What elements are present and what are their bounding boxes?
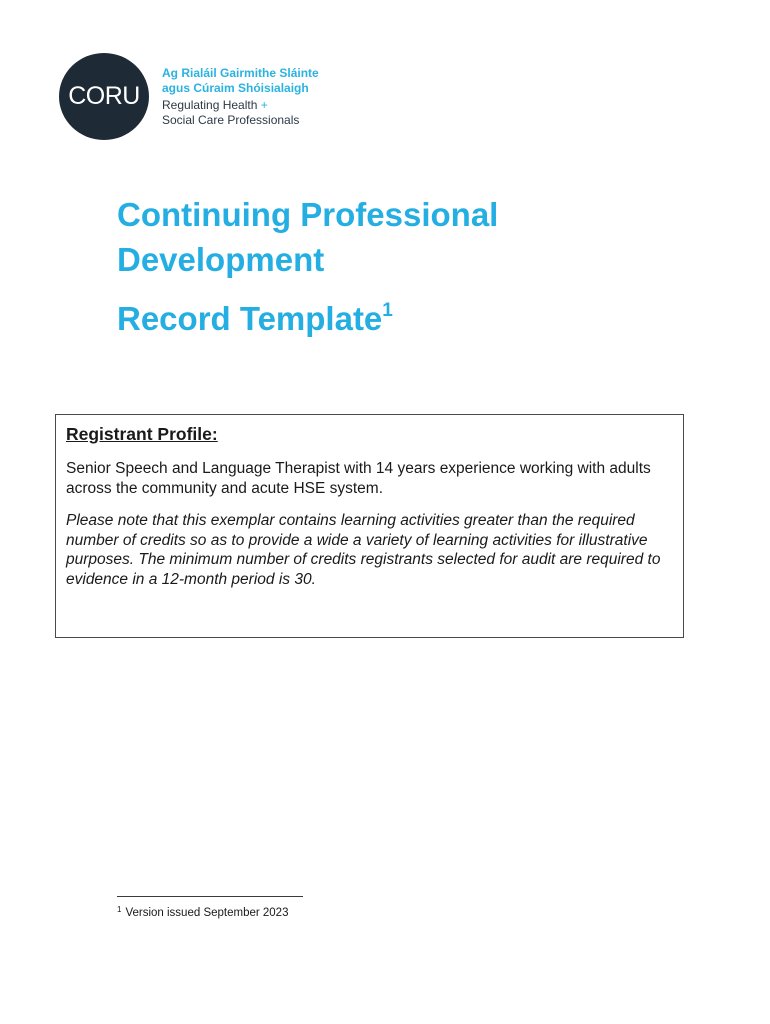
title-line-2: Development	[117, 241, 325, 278]
tagline-irish-line-2: agus Cúraim Shóisialaigh	[162, 81, 309, 95]
logo-tagline	[162, 66, 319, 128]
profile-description: Senior Speech and Language Therapist with 14 years experience working with adults across the community and acute HSE system.	[66, 460, 651, 497]
footnote-text: Version issued September 2023	[125, 907, 289, 919]
logo-text: CORU	[68, 82, 140, 110]
title-line-1: Continuing Professional	[117, 196, 499, 233]
tagline-english-text-1: Regulating Health	[162, 98, 258, 112]
coru-logo	[59, 53, 149, 140]
tagline-english-line-1	[162, 98, 319, 113]
document-title	[117, 192, 498, 341]
profile-heading: Registrant Profile:	[66, 424, 218, 444]
profile-note: Please note that this exemplar contains learning activities greater than the required number of credits so as to provide a wide a variety of learning activities for illustrative purposes. The minimum number of credits registrants selected for audit are required to evidence in a 12-month period is 30.	[66, 512, 661, 588]
title-line-3: Record Template	[117, 300, 383, 337]
tagline-irish-line-1: Ag Rialáil Gairmithe Sláinte	[162, 66, 319, 80]
registrant-profile-box	[55, 414, 684, 638]
title-footnote-ref[interactable]: 1	[382, 300, 393, 321]
footnote-divider	[117, 896, 303, 897]
title-line-3-wrapper	[117, 296, 498, 341]
tagline-english-line-2: Social Care Professionals	[162, 113, 300, 127]
footnote-marker: 1	[117, 905, 122, 914]
tagline-plus: +	[260, 98, 268, 112]
footnote	[117, 903, 288, 920]
